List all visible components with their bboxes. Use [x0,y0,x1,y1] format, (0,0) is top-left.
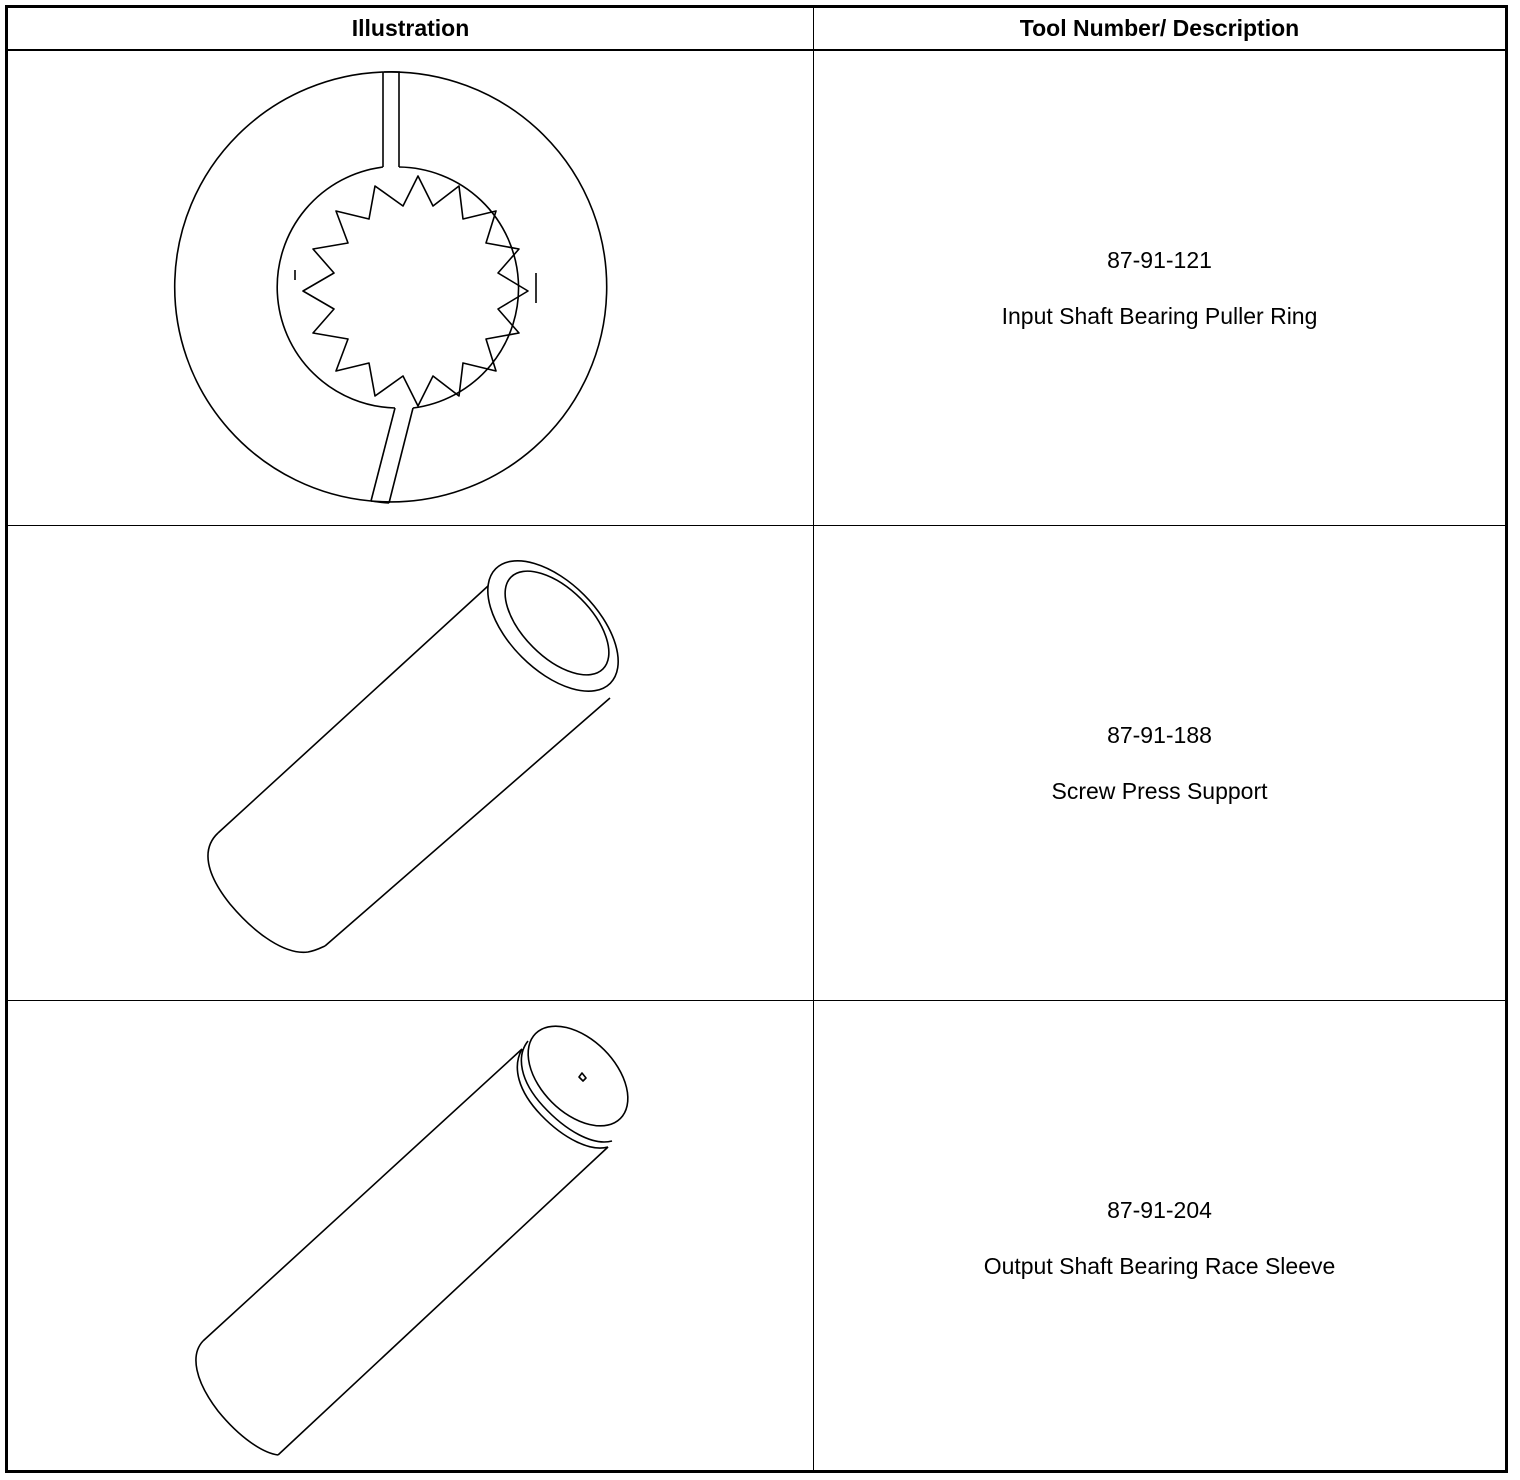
capped-cylinder-icon [8,1001,813,1475]
illustration-cell [8,526,813,1000]
description-cell [814,526,1505,1000]
tool-description: Input Shaft Bearing Puller Ring [1001,303,1318,329]
table-row [8,51,1505,525]
tool-description: Screw Press Support [1051,778,1268,804]
tool-number: 87-91-188 [1107,722,1212,748]
hollow-tube-icon [8,526,813,1000]
tool-table [5,5,1508,1473]
description-cell [814,1001,1505,1475]
header-illustration: Illustration [351,15,470,41]
tool-number: 87-91-121 [1107,247,1212,273]
table-header-row [8,8,1505,51]
illustration-cell [8,1001,813,1475]
illustration-cell [8,51,813,525]
splined-puller-ring-icon [8,51,813,525]
description-cell [814,51,1505,525]
table-row [8,1001,1505,1475]
table-row [8,526,1505,1000]
tool-description: Output Shaft Bearing Race Sleeve [983,1253,1336,1279]
tool-number: 87-91-204 [1107,1197,1212,1223]
header-tool-description: Tool Number/ Description [1019,15,1300,41]
